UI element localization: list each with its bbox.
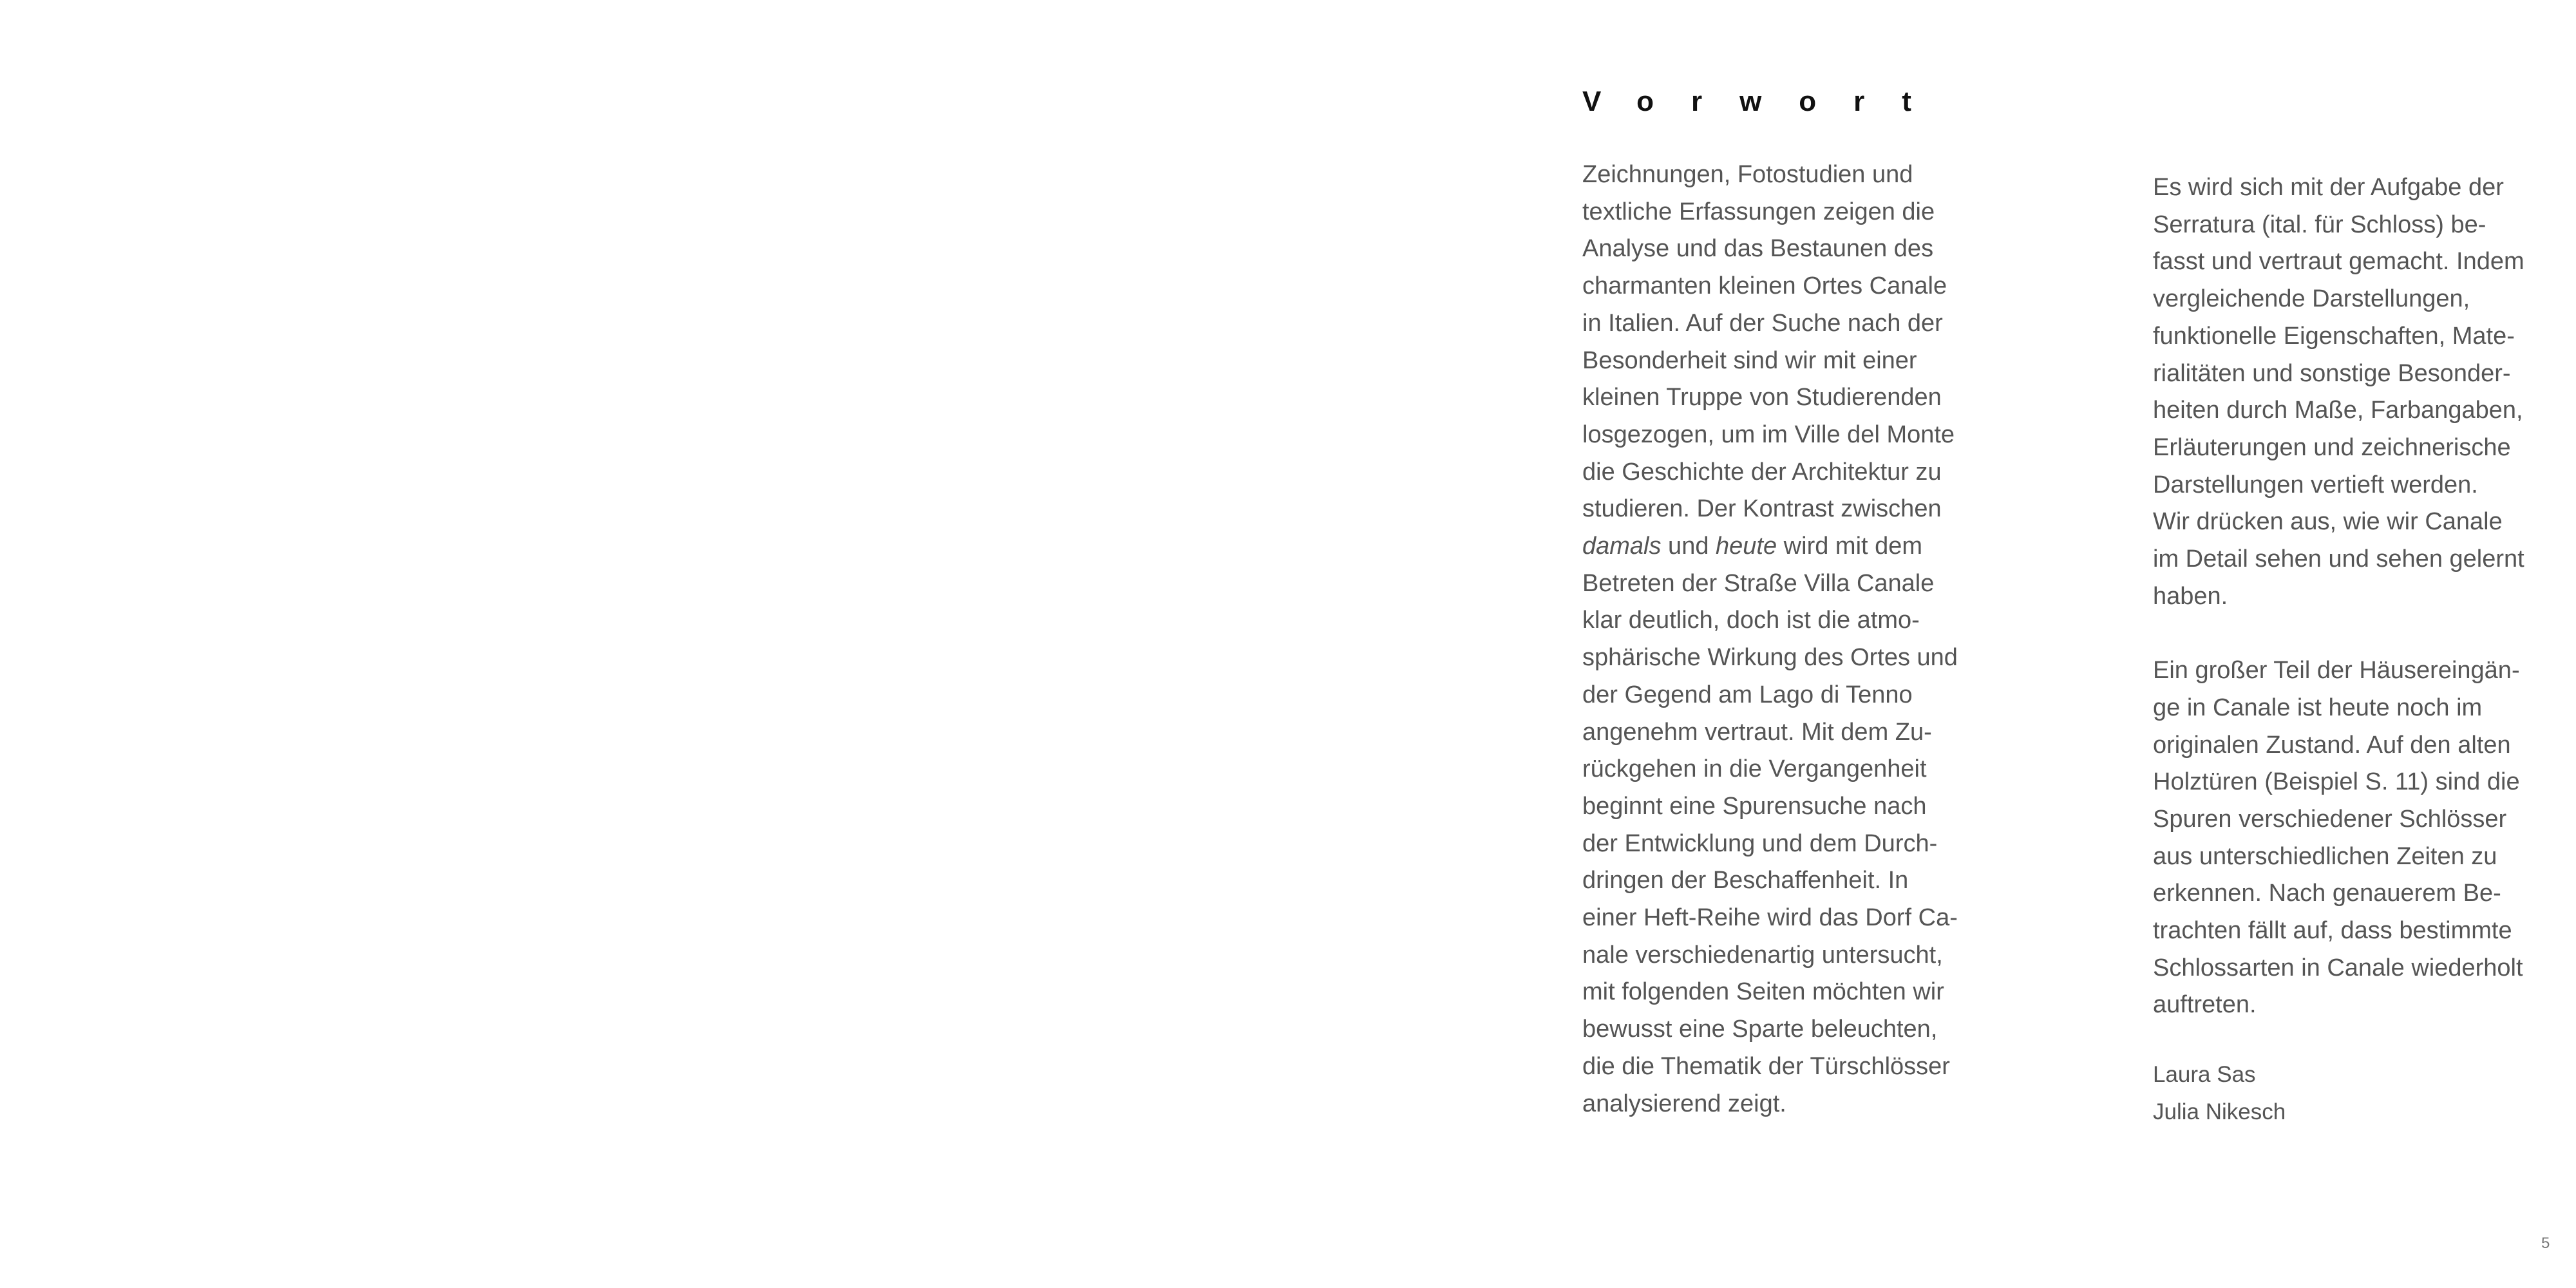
text-line: einer Heft-Reihe wird das Dorf Ca-	[1582, 904, 1958, 932]
text-line: Serratura (ital. für Schloss) be-	[2153, 211, 2486, 238]
text-line: studieren. Der Kontrast zwischen	[1582, 495, 1942, 523]
text-line: heiten durch Maße, Farbangaben,	[2153, 397, 2523, 424]
text-line: klar deutlich, doch ist die atmo-	[1582, 607, 1920, 634]
paragraph-2	[2153, 652, 2524, 1024]
text-line: die die Thematik der Türschlösser	[1582, 1052, 1950, 1080]
text-line: mit folgenden Seiten möchten wir	[1582, 978, 1944, 1006]
text-line-with-emphasis	[1582, 528, 1958, 565]
text-line: Zeichnungen, Fotostudien und	[1582, 161, 1913, 188]
text-line: Betreten der Straße Villa Canale	[1582, 569, 1935, 597]
text-line: kleinen Truppe von Studierenden	[1582, 384, 1942, 412]
text-line: haben.	[2153, 582, 2228, 610]
text-line: Ein großer Teil der Häusereingän-	[2153, 657, 2520, 685]
text-line: der Gegend am Lago di Tenno	[1582, 681, 1913, 708]
text-line: Darstellungen vertieft werden.	[2153, 471, 2478, 498]
author-name: Julia Nikesch	[2153, 1099, 2286, 1124]
text-column-1	[1582, 156, 1958, 1122]
emphasis-heute: heute	[1716, 533, 1777, 560]
text-line: erkennen. Nach genauerem Be-	[2153, 880, 2501, 907]
text-line: bewusst eine Sparte beleuchten,	[1582, 1016, 1938, 1043]
paragraph-1	[2153, 169, 2524, 615]
text-line: Schlossarten in Canale wiederholt	[2153, 954, 2523, 981]
text-line: rialitäten und sonstige Besonder-	[2153, 359, 2511, 387]
text-line: fasst und vertraut gemacht. Indem	[2153, 248, 2524, 276]
text-line: Wir drücken aus, wie wir Canale	[2153, 508, 2503, 536]
author-name: Laura Sas	[2153, 1062, 2256, 1087]
text-line: vergleichende Darstellungen,	[2153, 285, 2470, 313]
text-line: trachten fällt auf, dass bestimmte	[2153, 917, 2512, 945]
text-column-2	[2153, 169, 2524, 1024]
text-line: Erläuterungen und zeichnerische	[2153, 433, 2511, 461]
emphasis-damals: damals	[1582, 533, 1662, 560]
text-line: ge in Canale ist heute noch im	[2153, 694, 2483, 721]
page-number: 5	[2541, 1235, 2550, 1252]
author-signature	[2153, 1056, 2286, 1130]
text-line: analysierend zeigt.	[1582, 1090, 1786, 1117]
page-title: Vorwort	[1582, 86, 1949, 117]
text-line: Es wird sich mit der Aufgabe der	[2153, 174, 2504, 201]
text-line: Besonderheit sind wir mit einer	[1582, 346, 1917, 374]
text-line: Analyse und das Bestaunen des	[1582, 235, 1934, 263]
text-line: Spuren verschiedener Schlösser	[2153, 805, 2507, 833]
text-line: im Detail sehen und sehen gelernt	[2153, 545, 2524, 573]
text-fragment: und	[1661, 533, 1716, 560]
text-line: originalen Zustand. Auf den alten	[2153, 731, 2511, 759]
text-line: der Entwicklung und dem Durch-	[1582, 829, 1938, 857]
text-line: Holztüren (Beispiel S. 11) sind die	[2153, 768, 2520, 796]
text-line: funktionelle Eigenschaften, Mate-	[2153, 322, 2515, 350]
text-line: angenehm vertraut. Mit dem Zu-	[1582, 718, 1932, 746]
text-line: in Italien. Auf der Suche nach der	[1582, 309, 1943, 337]
text-line: losgezogen, um im Ville del Monte	[1582, 421, 1955, 448]
text-fragment: wird mit dem	[1777, 533, 1923, 560]
text-line: auftreten.	[2153, 991, 2257, 1019]
text-line: aus unterschiedlichen Zeiten zu	[2153, 842, 2497, 870]
text-line: charmanten kleinen Ortes Canale	[1582, 272, 1947, 300]
text-line: nale verschiedenartig untersucht,	[1582, 941, 1943, 969]
text-line: beginnt eine Spurensuche nach	[1582, 792, 1927, 820]
text-line: die Geschichte der Architektur zu	[1582, 458, 1942, 486]
text-line: rückgehen in die Vergangenheit	[1582, 755, 1927, 783]
text-line: dringen der Beschaffenheit. In	[1582, 867, 1909, 895]
text-line: textliche Erfassungen zeigen die	[1582, 198, 1935, 225]
text-line: sphärische Wirkung des Ortes und	[1582, 644, 1958, 672]
